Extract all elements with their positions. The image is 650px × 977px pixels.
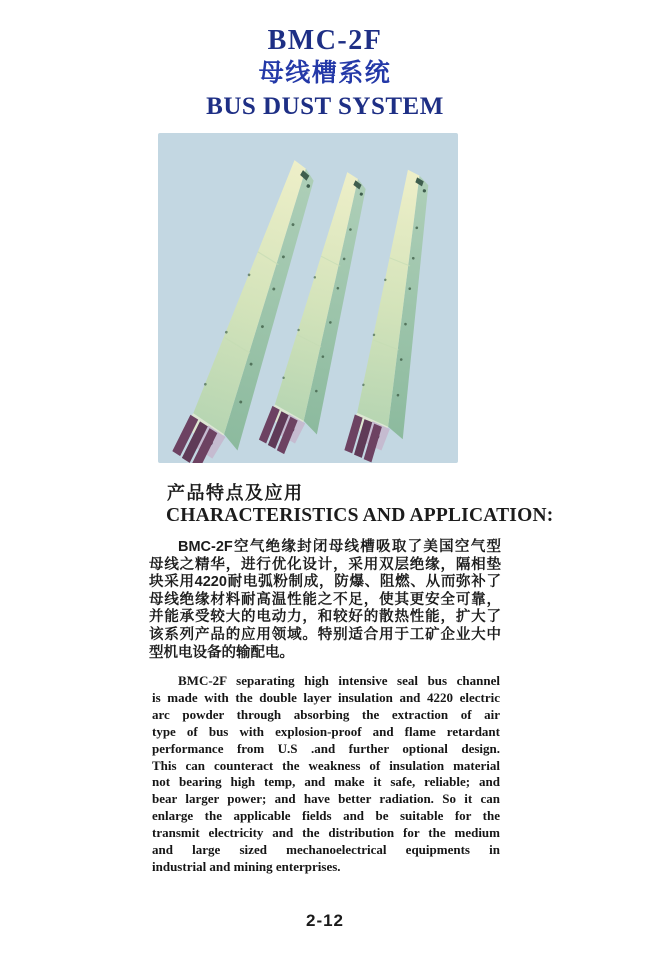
text-line: This can counteract the weakness of insulation material [152,757,500,773]
text-line: 母线绝缘材料耐高温性能之不足，使其更安全可靠， [149,591,501,608]
page-number: 2-12 [305,911,345,930]
text-line: and large sized mechanoelectrical equipments in [152,842,500,858]
text-line: enlarge the applicable fields and be suitable for the [152,808,500,824]
text-line: 并能承受较大的电动力，和较好的散热性能，扩大了 [149,609,501,626]
page-title-model: BMC-2F [267,25,383,56]
bus-duct-illustration [158,133,458,463]
text-line: BMC-2F separating high intensive seal bus channel [178,673,500,688]
page-title-english: BUS DUST SYSTEM [206,93,444,120]
text-line: 母线之精华，进行优化设计，采用双层绝缘，隔相垫 [149,556,501,573]
page-title-chinese: 母线槽系统 [258,59,392,87]
text-line: not bearing high temp, and make it safe, reliable; and [152,774,500,790]
paragraph-chinese [149,539,501,662]
text-line: BMC-2F空气绝缘封闭母线槽吸取了美国空气型 [178,539,501,555]
text-line: industrial and mining enterprises. [152,858,341,874]
text-line: 该系列产品的应用领域。特别适合用于工矿企业大中 [149,626,501,643]
paragraph-english [152,673,500,876]
text-line: arc powder through absorbing the extraction of air [152,706,500,722]
text-line: 块采用4220耐电弧粉制成，防爆、阻燃、从而弥补了 [149,574,501,591]
text-line: bear larger power; and have better radiation. So it can [152,791,500,807]
text-line: performance from U.S .and further optional design. [152,740,500,756]
text-line: type of bus with explosion-proof and flame retardant [152,723,500,739]
section-heading-english: CHARACTERISTICS AND APPLICATION: [166,505,554,526]
section-heading-chinese: 产品特点及应用 [167,483,304,503]
product-photo [158,133,458,463]
text-line: transmit electricity and the distribution for the medium [152,825,500,841]
text-line: is made with the double layer insulation and 4220 electric [152,689,500,705]
text-line: 型机电设备的输配电。 [149,644,294,661]
